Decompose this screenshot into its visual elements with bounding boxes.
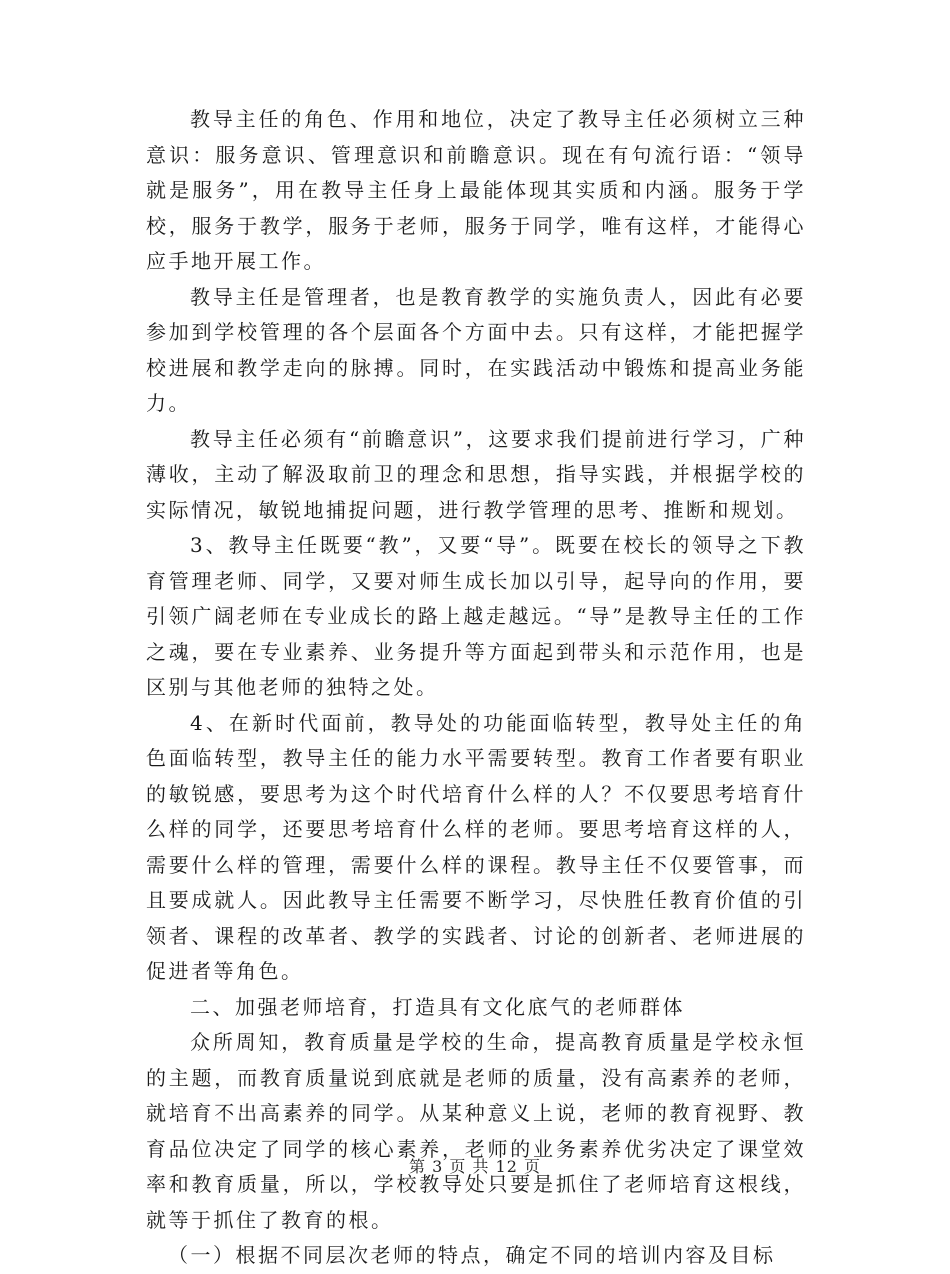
- document-body: [146, 102, 806, 1274]
- paragraph-teach-and-guide: 3、教导主任既要“教”，又要“导”。既要在校长的领导之下教育管理老师、同学，又要对师生成长加以引导，起导向的作用，要引领广阔老师在专业成长的路上越走越远。“导”是教导主任的工作之魂，要在专业素养、业务提升等方面起到带头和示范作用，也是区别与其他老师的独特之处。: [146, 533, 806, 699]
- paragraph-education-quality: 众所周知，教育质量是学校的生命，提高教育质量是学校永恒的主题，而教育质量说到底就是老师的质量，没有高素养的老师，就培育不出高素养的同学。从某种意义上说，老师的教育视野、教育品位决定了同学的核心素养，老师的业务素养优劣决定了课堂效率和教育质量，所以，学校教导处只要是抓住了老师培育这根线，就等于抓住了教育的根。: [146, 1030, 806, 1232]
- paragraph-new-era-transformation: 4、在新时代面前，教导处的功能面临转型，教导处主任的角色面临转型，教导主任的能力水平需要转型。教育工作者要有职业的敏锐感，要思考为这个时代培育什么样的人？不仅要思考培育什么样的同学，还要思考培育什么样的老师。要思考培育这样的人，需要什么样的管理，需要什么样的课程。教导主任不仅要管事，而且要成就人。因此教导主任需要不断学习，尽快胜任教育价值的引领者、课程的改革者、教学的实践者、讨论的创新者、老师进展的促进者等角色。: [146, 710, 806, 983]
- subsection-heading-training-levels: （一）根据不同层次老师的特点，确定不同的培训内容及目标: [168, 1243, 776, 1267]
- paragraph-manager-role: 教导主任是管理者，也是教育教学的实施负责人，因此有必要参加到学校管理的各个层面各个方面中去。只有这样，才能把握学校进展和教学走向的脉搏。同时，在实践活动中锻炼和提高业务能力。: [146, 284, 806, 415]
- section-heading-teacher-training: 二、加强老师培育，打造具有文化底气的老师群体: [190, 994, 685, 1019]
- paragraph-foresight-awareness: 教导主任必须有“前瞻意识”，这要求我们提前进行学习，广种薄收，主动了解汲取前卫的理念和思想，指导实践，并根据学校的实际情况，敏锐地捕捉问题，进行教学管理的思考、推断和规划。: [146, 426, 806, 522]
- page-number-footer: 第 3 页 共 12 页: [409, 1157, 541, 1176]
- paragraph-service-awareness: 教导主任的角色、作用和地位，决定了教导主任必须树立三种意识：服务意识、管理意识和前瞻意识。现在有句流行语：“领导就是服务”，用在教导主任身上最能体现其实质和内涵。服务于学校，服务于教学，服务于老师，服务于同学，唯有这样，才能得心应手地开展工作。: [146, 107, 806, 273]
